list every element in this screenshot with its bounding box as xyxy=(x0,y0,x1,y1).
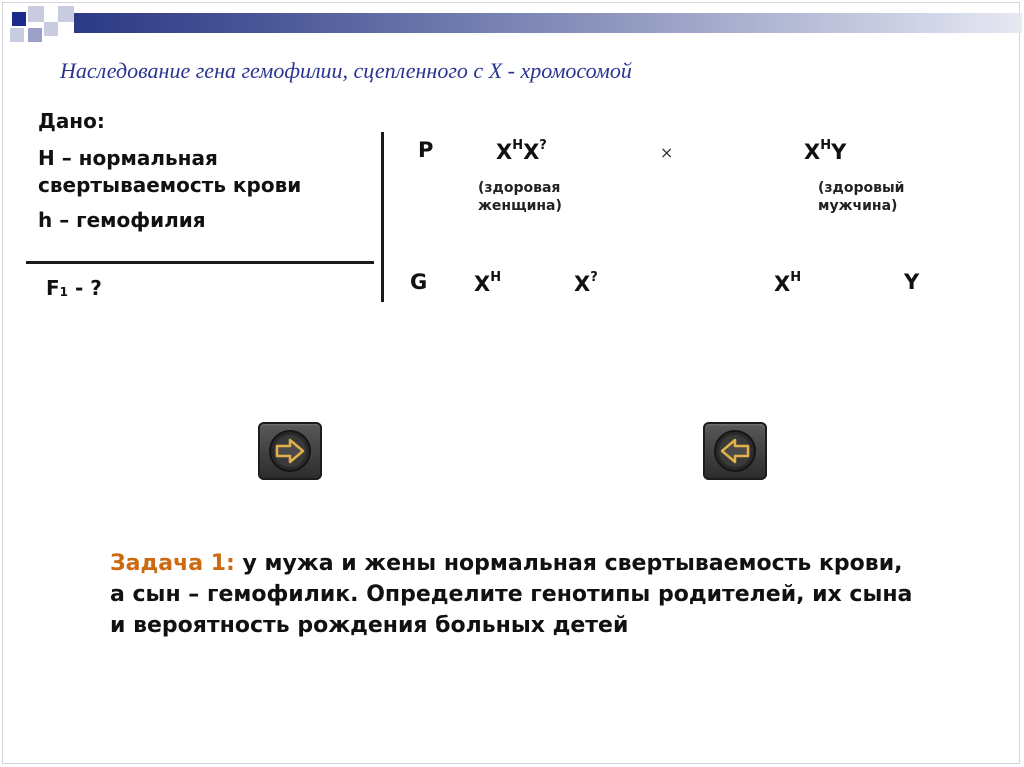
task-text: у мужа и жены нормальная свертываемость крови, а сын – гемофилик. Определите генотипы родителей, их сына и вероятность рождения больных детей xyxy=(110,551,913,638)
father-y: Y xyxy=(831,140,847,164)
gamete-4-base: Y xyxy=(904,270,920,294)
mother-x1-sup: H xyxy=(512,138,524,153)
father-genotype xyxy=(804,138,846,164)
father-desc-l2: мужчина) xyxy=(818,197,898,214)
mother-x2: X xyxy=(523,140,540,164)
find-f1 xyxy=(46,276,102,300)
slide-title: Наследование гена гемофилии, сцепленного с Х - хромосомой xyxy=(60,58,632,83)
mother-desc-l1: (здоровая xyxy=(478,180,561,196)
mother-desc-l2: женщина) xyxy=(478,197,562,214)
given-heading: Дано: xyxy=(38,109,105,133)
mother-x1: X xyxy=(496,140,513,164)
given-block xyxy=(38,108,378,234)
father-x: X xyxy=(804,140,821,164)
prev-slide-button[interactable] xyxy=(703,422,767,480)
gamete-3-sup: H xyxy=(790,270,802,285)
decor-square xyxy=(44,22,58,36)
gamete-1 xyxy=(474,270,501,296)
given-divider-vertical xyxy=(381,132,384,302)
given-divider-horizontal xyxy=(26,261,374,264)
decor-square xyxy=(12,12,26,26)
given-H-line2: свертываемость крови xyxy=(38,173,302,197)
mother-x2-sup: ? xyxy=(539,138,547,153)
mother-description xyxy=(478,180,562,215)
decor-square xyxy=(28,28,42,42)
f1-base: F xyxy=(46,276,60,300)
gamete-1-sup: H xyxy=(490,270,502,285)
gamete-1-base: X xyxy=(474,272,491,296)
decor-square xyxy=(58,6,74,22)
p-label: Р xyxy=(418,138,434,162)
next-slide-button[interactable] xyxy=(258,422,322,480)
arrow-right-icon xyxy=(258,422,322,480)
gamete-2-sup: ? xyxy=(590,270,598,285)
g-label: G xyxy=(410,270,428,294)
arrow-left-icon xyxy=(703,422,767,480)
father-description xyxy=(818,180,904,215)
mother-genotype xyxy=(496,138,547,164)
given-h-line: h – гемофилия xyxy=(38,208,206,232)
father-desc-l1: (здоровый xyxy=(818,180,905,196)
decor-square xyxy=(28,6,44,22)
cross-symbol: × xyxy=(660,143,674,162)
f1-rest: - ? xyxy=(68,276,102,300)
gamete-4 xyxy=(904,270,919,294)
gamete-2-base: X xyxy=(574,272,591,296)
father-x-sup: H xyxy=(820,138,832,153)
f1-sub: 1 xyxy=(59,285,69,299)
task-paragraph xyxy=(110,549,920,641)
gamete-3-base: X xyxy=(774,272,791,296)
decor-square xyxy=(10,28,24,42)
task-label: Задача 1: xyxy=(110,551,235,576)
given-H-line1: Н – нормальная xyxy=(38,146,218,170)
gamete-3 xyxy=(774,270,801,296)
title-bar-gradient xyxy=(74,13,1022,33)
gamete-2 xyxy=(574,270,598,296)
